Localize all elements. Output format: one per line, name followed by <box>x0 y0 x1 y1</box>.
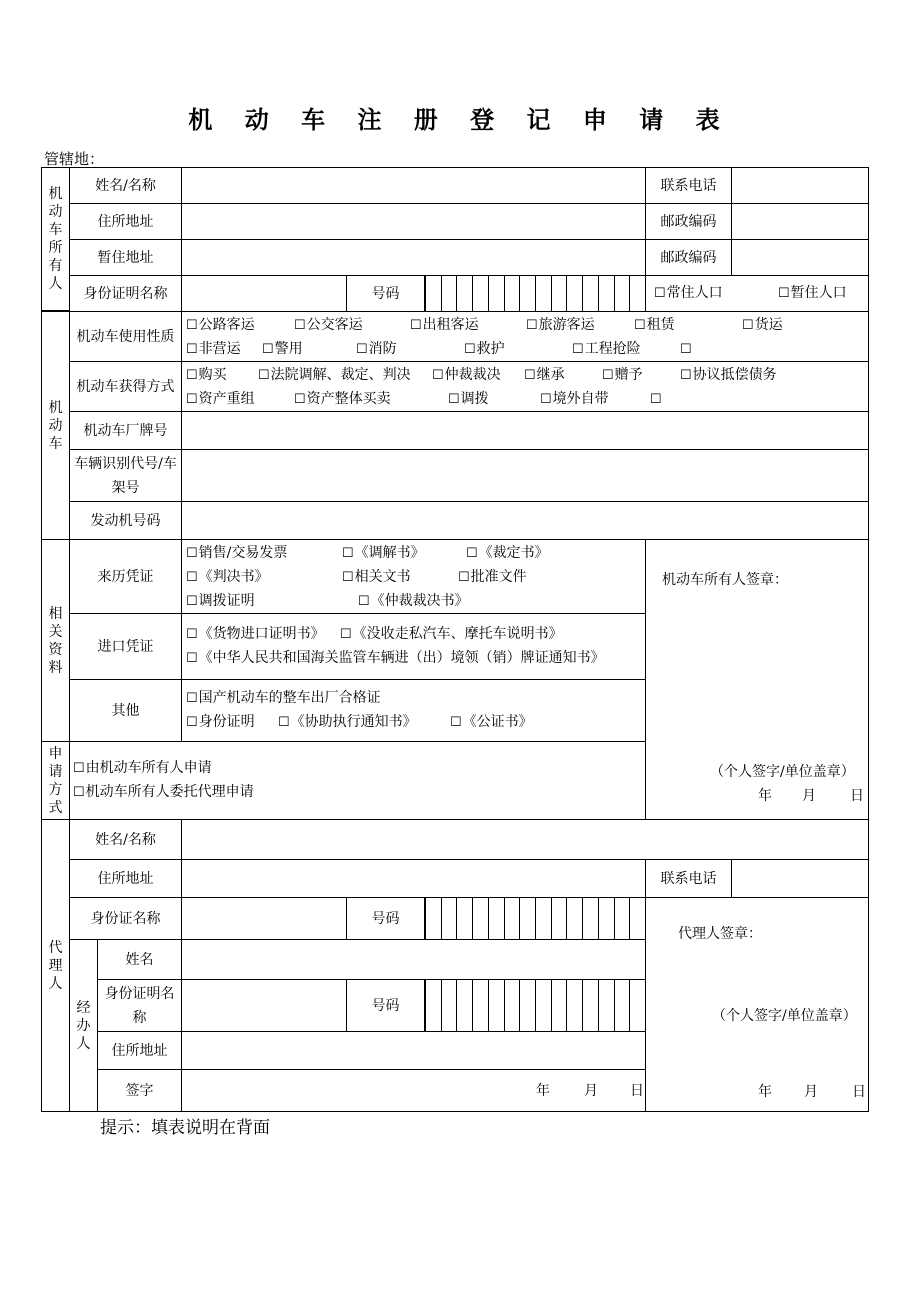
checkbox-icon[interactable]: ☐ <box>186 392 198 407</box>
usage-option[interactable] <box>464 337 505 362</box>
apply-section-label <box>41 741 70 820</box>
handler-section-label <box>69 939 98 1112</box>
apply-option[interactable] <box>73 756 212 781</box>
owner-sign-day: 日 <box>850 788 864 804</box>
checkbox-icon[interactable]: ☐ <box>358 594 370 609</box>
usage-options <box>181 311 869 362</box>
checkbox-icon[interactable]: ☐ <box>680 342 692 357</box>
origin-option[interactable] <box>186 541 287 566</box>
owner-phone-field[interactable] <box>731 167 869 204</box>
handler-id-label: 身份证明名称 <box>97 979 182 1032</box>
other-options <box>181 679 646 742</box>
id-digit-box[interactable] <box>535 980 551 1031</box>
checkbox-icon[interactable]: ☐ <box>450 715 462 730</box>
usage-option[interactable] <box>680 337 693 362</box>
import-line <box>186 622 641 646</box>
checkbox-icon[interactable]: ☐ <box>742 318 754 333</box>
id-digit-box[interactable] <box>598 898 614 939</box>
id-digit-box[interactable] <box>488 980 504 1031</box>
origin-line <box>186 541 641 565</box>
checkbox-icon[interactable]: ☐ <box>342 546 354 561</box>
owner-sign-year: 年 <box>758 788 772 804</box>
apply-section-label-text: 申请方式 <box>48 745 63 816</box>
id-digit-box[interactable] <box>551 898 567 939</box>
other-option-label: 国产机动车的整车出厂合格证 <box>198 690 381 706</box>
id-digit-box[interactable] <box>519 276 535 311</box>
owner-residence-options <box>645 275 869 312</box>
origin-line <box>186 589 641 613</box>
import-option-label: 《中华人民共和国海关监管车辆进（出）境领（销）牌证通知书》 <box>198 650 605 666</box>
acquire-option[interactable] <box>294 387 391 412</box>
usage-option[interactable] <box>186 337 241 362</box>
residence-option[interactable] <box>778 281 847 306</box>
handler-id-field[interactable] <box>181 979 347 1032</box>
handler-id-number[interactable] <box>424 979 646 1032</box>
checkbox-icon[interactable]: ☐ <box>342 570 354 585</box>
checkbox-icon[interactable]: ☐ <box>540 392 552 407</box>
handler-name-field[interactable] <box>181 939 646 980</box>
acquire-option-label: 资产整体买卖 <box>306 391 391 407</box>
usage-option[interactable] <box>572 337 641 362</box>
usage-option-label: 旅游客运 <box>538 317 595 333</box>
jurisdiction-label: 管辖地： <box>44 150 105 168</box>
id-digit-box[interactable] <box>614 898 630 939</box>
agent-sign-month: 月 <box>804 1084 818 1100</box>
usage-option-label: 非营运 <box>198 341 241 357</box>
other-option[interactable] <box>278 710 417 735</box>
usage-option-label: 货运 <box>754 317 783 333</box>
acquire-option[interactable] <box>258 363 411 388</box>
origin-option[interactable] <box>466 541 549 566</box>
residence-option[interactable] <box>654 281 723 306</box>
id-digit-box[interactable] <box>551 980 567 1031</box>
checkbox-icon[interactable]: ☐ <box>432 368 444 383</box>
id-digit-box[interactable] <box>425 980 441 1031</box>
form-title: 机 动 车 注 册 登 记 申 请 表 <box>188 105 732 134</box>
agent-number-label: 号码 <box>346 897 425 940</box>
checkbox-icon[interactable]: ☐ <box>524 368 536 383</box>
brand-field[interactable] <box>181 411 869 450</box>
id-digit-box[interactable] <box>519 898 535 939</box>
id-digit-box[interactable] <box>535 898 551 939</box>
origin-option-label: 销售/交易发票 <box>198 545 288 561</box>
apply-option-label: 由机动车所有人申请 <box>85 760 212 776</box>
agent-sign-year: 年 <box>758 1084 772 1100</box>
agent-section-label <box>41 819 70 1112</box>
checkbox-icon[interactable]: ☐ <box>186 691 198 706</box>
id-digit-box[interactable] <box>472 276 488 311</box>
checkbox-icon[interactable]: ☐ <box>464 342 476 357</box>
checkbox-icon[interactable]: ☐ <box>602 368 614 383</box>
origin-option[interactable] <box>342 541 425 566</box>
checkbox-icon[interactable]: ☐ <box>186 318 198 333</box>
id-digit-box[interactable] <box>535 276 551 311</box>
id-digit-box[interactable] <box>614 276 630 311</box>
handler-name-label: 姓名 <box>97 939 182 980</box>
owner-id-field[interactable] <box>181 275 347 312</box>
checkbox-icon[interactable]: ☐ <box>634 318 646 333</box>
other-line <box>186 686 641 710</box>
residence-option-label: 暂住人口 <box>790 285 847 301</box>
other-label: 其他 <box>69 679 182 742</box>
usage-option[interactable] <box>526 313 595 338</box>
acquire-option-label: 调拨 <box>460 391 489 407</box>
id-digit-box[interactable] <box>519 980 535 1031</box>
checkbox-icon[interactable]: ☐ <box>262 342 274 357</box>
agent-id-number[interactable] <box>424 897 646 940</box>
checkbox-icon[interactable]: ☐ <box>778 286 790 301</box>
import-line <box>186 646 641 670</box>
origin-option-label: 相关文书 <box>354 569 411 585</box>
acquire-line <box>186 363 864 387</box>
usage-option-label: 消防 <box>368 341 397 357</box>
usage-option[interactable] <box>356 337 397 362</box>
handler-sign-month: 月 <box>584 1083 598 1099</box>
checkbox-icon[interactable]: ☐ <box>73 761 85 776</box>
checkbox-icon[interactable]: ☐ <box>458 570 470 585</box>
other-option-label: 身份证明 <box>198 714 255 730</box>
acquire-option[interactable] <box>602 363 643 388</box>
acquire-option-label: 协议抵偿债务 <box>692 367 777 383</box>
acquire-options <box>181 361 869 412</box>
import-label: 进口凭证 <box>69 613 182 680</box>
checkbox-icon[interactable]: ☐ <box>526 318 538 333</box>
vehicle-section-label <box>41 311 70 540</box>
checkbox-icon[interactable]: ☐ <box>73 785 85 800</box>
acquire-option[interactable] <box>524 363 565 388</box>
usage-option[interactable] <box>634 313 675 338</box>
import-option-label: 《货物进口证明书》 <box>198 626 325 642</box>
checkbox-icon[interactable]: ☐ <box>572 342 584 357</box>
owner-postcode-field[interactable] <box>731 203 869 240</box>
acquire-option-label: 资产重组 <box>198 391 255 407</box>
engine-field[interactable] <box>181 501 869 540</box>
checkbox-icon[interactable]: ☐ <box>650 392 662 407</box>
vin-label: 车辆识别代号/车架号 <box>69 449 182 502</box>
checkbox-icon[interactable]: ☐ <box>258 368 270 383</box>
id-digit-box[interactable] <box>551 276 567 311</box>
id-digit-box[interactable] <box>425 898 441 939</box>
import-options <box>181 613 646 680</box>
apply-options <box>69 741 646 820</box>
agent-name-label: 姓名/名称 <box>69 819 182 860</box>
owner-address-field[interactable] <box>181 203 646 240</box>
agent-name-field[interactable] <box>181 819 869 860</box>
usage-option[interactable] <box>742 313 783 338</box>
id-digit-box[interactable] <box>441 898 457 939</box>
owner-sign-month: 月 <box>802 788 816 804</box>
checkbox-icon[interactable]: ☐ <box>410 318 422 333</box>
checkbox-icon[interactable]: ☐ <box>294 392 306 407</box>
id-digit-box[interactable] <box>629 276 645 311</box>
agent-id-label: 身份证名称 <box>69 897 182 940</box>
checkbox-icon[interactable]: ☐ <box>654 286 666 301</box>
id-digit-box[interactable] <box>456 898 472 939</box>
owner-temp-postcode-label: 邮政编码 <box>645 239 732 276</box>
acquire-line <box>186 387 864 411</box>
agent-signature-area[interactable] <box>645 897 869 1112</box>
origin-option-label: 《仲裁裁决书》 <box>370 593 469 609</box>
usage-option-label: 公路客运 <box>198 317 255 333</box>
owner-number-label: 号码 <box>346 275 425 312</box>
acquire-option-label: 继承 <box>536 367 565 383</box>
origin-option-label: 《判决书》 <box>198 569 269 585</box>
origin-option[interactable] <box>458 565 527 590</box>
owner-address-label: 住所地址 <box>69 203 182 240</box>
origin-option-label: 调拨证明 <box>198 593 255 609</box>
origin-line <box>186 565 641 589</box>
usage-line <box>186 313 864 337</box>
acquire-option[interactable] <box>680 363 777 388</box>
acquire-option[interactable] <box>432 363 501 388</box>
agent-address-label: 住所地址 <box>69 859 182 898</box>
acquire-option-label: 赠予 <box>614 367 643 383</box>
id-digit-box[interactable] <box>566 980 582 1031</box>
id-digit-box[interactable] <box>598 980 614 1031</box>
acquire-option[interactable] <box>540 387 609 412</box>
checkbox-icon[interactable]: ☐ <box>278 715 290 730</box>
residence-option-label: 常住人口 <box>666 285 723 301</box>
import-option[interactable] <box>340 622 563 647</box>
owner-name-label: 姓名/名称 <box>69 167 182 204</box>
other-option-label: 《协助执行通知书》 <box>290 714 417 730</box>
checkbox-icon[interactable]: ☐ <box>186 594 198 609</box>
usage-label: 机动车使用性质 <box>69 311 182 362</box>
checkbox-icon[interactable]: ☐ <box>186 627 198 642</box>
agent-id-field[interactable] <box>181 897 347 940</box>
vin-field[interactable] <box>181 449 869 502</box>
id-digit-box[interactable] <box>488 898 504 939</box>
usage-option-label: 租赁 <box>646 317 675 333</box>
owner-name-field[interactable] <box>181 167 646 204</box>
id-digit-box[interactable] <box>598 276 614 311</box>
hint-text: 提示：填表说明在背面 <box>100 1118 270 1138</box>
handler-sign-day: 日 <box>630 1083 644 1099</box>
acquire-option-label: 境外自带 <box>552 391 609 407</box>
origin-option-label: 《裁定书》 <box>478 545 549 561</box>
id-digit-box[interactable] <box>582 980 598 1031</box>
owner-temp-address-field[interactable] <box>181 239 646 276</box>
handler-number-label: 号码 <box>346 979 425 1032</box>
documents-section-label <box>41 539 70 742</box>
id-digit-box[interactable] <box>566 898 582 939</box>
origin-option[interactable] <box>186 589 255 614</box>
checkbox-icon[interactable]: ☐ <box>186 368 198 383</box>
id-digit-box[interactable] <box>629 980 645 1031</box>
acquire-option[interactable] <box>186 387 255 412</box>
owner-section-label <box>41 167 70 311</box>
import-option[interactable] <box>186 646 605 671</box>
handler-address-field[interactable] <box>181 1031 646 1070</box>
acquire-option[interactable] <box>448 387 489 412</box>
acquire-option[interactable] <box>650 387 663 412</box>
id-digit-box[interactable] <box>582 898 598 939</box>
usage-line <box>186 337 864 361</box>
import-option[interactable] <box>186 622 325 647</box>
checkbox-icon[interactable]: ☐ <box>186 570 198 585</box>
other-option-label: 《公证书》 <box>462 714 533 730</box>
brand-label: 机动车厂牌号 <box>69 411 182 450</box>
usage-option[interactable] <box>186 313 255 338</box>
other-option[interactable] <box>186 710 255 735</box>
handler-signature-label: 签字 <box>97 1069 182 1112</box>
owner-sign-label: 机动车所有人签章： <box>662 572 788 588</box>
handler-section-label-text: 经办人 <box>76 999 91 1052</box>
usage-option[interactable] <box>294 313 363 338</box>
acquire-label: 机动车获得方式 <box>69 361 182 412</box>
other-line <box>186 710 641 734</box>
id-digit-box[interactable] <box>456 276 472 311</box>
id-digit-box[interactable] <box>504 898 520 939</box>
origin-option-label: 批准文件 <box>470 569 527 585</box>
acquire-option-label: 法院调解、裁定、判决 <box>270 367 411 383</box>
owner-postcode-label: 邮政编码 <box>645 203 732 240</box>
agent-phone-field[interactable] <box>731 859 869 898</box>
usage-option-label: 救护 <box>476 341 505 357</box>
id-digit-box[interactable] <box>456 980 472 1031</box>
origin-option-label: 《调解书》 <box>354 545 425 561</box>
id-digit-box[interactable] <box>488 276 504 311</box>
id-digit-box[interactable] <box>504 276 520 311</box>
checkbox-icon[interactable]: ☐ <box>186 546 198 561</box>
agent-sign-note: （个人签字/单位盖章） <box>712 1008 857 1024</box>
checkbox-icon[interactable]: ☐ <box>448 392 460 407</box>
id-digit-box[interactable] <box>472 980 488 1031</box>
acquire-option[interactable] <box>186 363 227 388</box>
origin-option[interactable] <box>342 565 411 590</box>
owner-section-label-text: 机动车所有人 <box>48 186 63 292</box>
agent-address-field[interactable] <box>181 859 646 898</box>
documents-section-label-text: 相关资料 <box>48 605 63 676</box>
acquire-option-label: 购买 <box>198 367 227 383</box>
origin-options <box>181 539 646 614</box>
engine-label: 发动机号码 <box>69 501 182 540</box>
handler-signature-field[interactable] <box>181 1069 646 1112</box>
apply-line <box>73 756 641 780</box>
agent-phone-label: 联系电话 <box>645 859 732 898</box>
agent-sign-day: 日 <box>852 1084 866 1100</box>
id-digit-box[interactable] <box>614 980 630 1031</box>
owner-temp-postcode-field[interactable] <box>731 239 869 276</box>
apply-option[interactable] <box>73 780 254 805</box>
owner-id-number[interactable] <box>424 275 646 312</box>
id-digit-box[interactable] <box>441 276 457 311</box>
origin-option[interactable] <box>186 565 269 590</box>
id-digit-box[interactable] <box>472 898 488 939</box>
checkbox-icon[interactable]: ☐ <box>294 318 306 333</box>
handler-address-label: 住所地址 <box>97 1031 182 1070</box>
other-option[interactable] <box>450 710 533 735</box>
import-option-label: 《没收走私汽车、摩托车说明书》 <box>352 626 563 642</box>
vehicle-section-label-text: 机动车 <box>48 399 63 452</box>
origin-label: 来历凭证 <box>69 539 182 614</box>
agent-sign-label: 代理人签章： <box>678 926 762 942</box>
id-digit-box[interactable] <box>441 980 457 1031</box>
id-digit-box[interactable] <box>566 276 582 311</box>
owner-temp-address-label: 暂住地址 <box>69 239 182 276</box>
checkbox-icon[interactable]: ☐ <box>340 627 352 642</box>
handler-sign-year: 年 <box>536 1083 550 1099</box>
id-digit-box[interactable] <box>425 276 441 311</box>
usage-option-label: 出租客运 <box>422 317 479 333</box>
acquire-option-label: 仲裁裁决 <box>444 367 501 383</box>
apply-line <box>73 780 641 804</box>
owner-signature-area[interactable] <box>645 539 869 820</box>
checkbox-icon[interactable]: ☐ <box>466 546 478 561</box>
agent-section-label-text: 代理人 <box>48 939 63 992</box>
origin-option[interactable] <box>358 589 469 614</box>
owner-sign-note: （个人签字/单位盖章） <box>710 764 855 780</box>
checkbox-icon[interactable]: ☐ <box>186 651 198 666</box>
apply-option-label: 机动车所有人委托代理申请 <box>85 784 254 800</box>
usage-option[interactable] <box>410 313 479 338</box>
usage-option-label: 警用 <box>274 341 303 357</box>
registration-form <box>42 168 869 1112</box>
checkbox-icon[interactable]: ☐ <box>186 342 198 357</box>
owner-phone-label: 联系电话 <box>645 167 732 204</box>
id-digit-box[interactable] <box>504 980 520 1031</box>
id-digit-box[interactable] <box>629 898 645 939</box>
owner-id-label: 身份证明名称 <box>69 275 182 312</box>
checkbox-icon[interactable]: ☐ <box>356 342 368 357</box>
checkbox-icon[interactable]: ☐ <box>186 715 198 730</box>
usage-option[interactable] <box>262 337 303 362</box>
other-option[interactable] <box>186 686 381 711</box>
usage-option-label: 工程抢险 <box>584 341 641 357</box>
id-digit-box[interactable] <box>582 276 598 311</box>
usage-option-label: 公交客运 <box>306 317 363 333</box>
checkbox-icon[interactable]: ☐ <box>680 368 692 383</box>
